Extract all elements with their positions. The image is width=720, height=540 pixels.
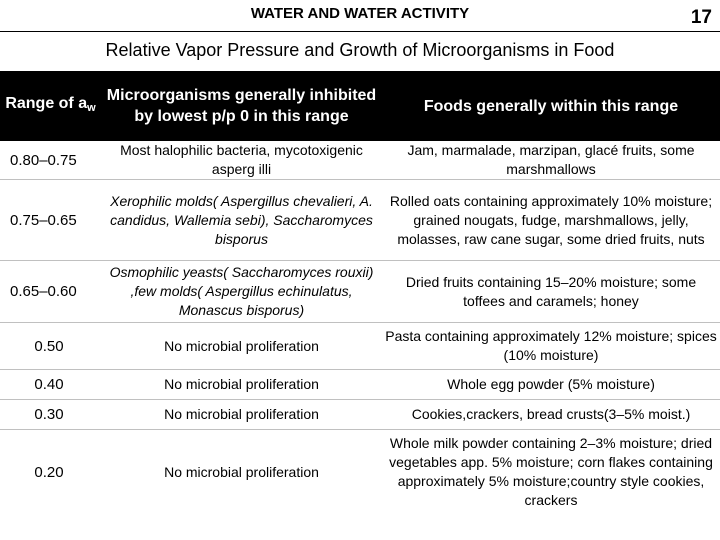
organisms-cell: No microbial proliferation bbox=[101, 370, 382, 400]
organisms-cell: No microbial proliferation bbox=[101, 323, 382, 370]
foods-cell: Whole egg powder (5% moisture) bbox=[382, 370, 720, 400]
page-number: 17 bbox=[690, 7, 712, 28]
organisms-cell: No microbial proliferation bbox=[164, 463, 319, 480]
table-header-row bbox=[0, 71, 720, 141]
organisms-cell: Xerophilic molds( Aspergillus chevalieri, A. candidus, Wallemia sebi), Saccharomyces bisporus bbox=[101, 180, 382, 261]
table-row bbox=[0, 180, 720, 261]
header-divider bbox=[0, 31, 720, 32]
range-cell: 0.75–0.65 bbox=[0, 180, 101, 261]
table-row bbox=[0, 430, 720, 515]
table-row bbox=[0, 370, 720, 400]
foods-cell: Cookies,crackers, bread crusts(3–5% moist.) bbox=[382, 400, 720, 430]
foods-cell: Dried fruits containing 15–20% moisture; some toffees and caramels; honey bbox=[382, 261, 720, 323]
table-row bbox=[0, 261, 720, 323]
table-row bbox=[0, 400, 720, 430]
organisms-cell: No microbial proliferation bbox=[101, 400, 382, 430]
table-title: Relative Vapor Pressure and Growth of Microorganisms in Food bbox=[105, 40, 615, 60]
header-range-label: Range of a bbox=[5, 95, 88, 112]
foods-cell: Jam, marmalade, marzipan, glacé fruits, some marshmallows bbox=[382, 141, 720, 180]
header-title: WATER AND WATER ACTIVITY bbox=[250, 5, 470, 22]
range-cell: 0.50 bbox=[0, 323, 101, 370]
range-cell: 0.20 bbox=[34, 463, 64, 481]
header-microorganisms: Microorganisms generally inhibited by lowest p/p 0 in this range bbox=[101, 71, 382, 141]
header-range-subscript: w bbox=[87, 102, 96, 114]
organisms-cell: Most halophilic bacteria, mycotoxigenic asperg illi bbox=[101, 141, 382, 180]
header-range bbox=[0, 71, 101, 141]
header-foods: Foods generally within this range bbox=[382, 71, 720, 141]
range-cell: 0.80–0.75 bbox=[0, 141, 101, 180]
foods-cell: Whole milk powder containing 2–3% moisture; dried vegetables app. 5% moisture; corn flakes containing approximately 5% moisture;country style cookies, crackers bbox=[389, 435, 713, 508]
range-cell: 0.30 bbox=[0, 400, 101, 430]
range-cell: 0.40 bbox=[0, 370, 101, 400]
organisms-cell: Osmophilic yeasts( Saccharomyces rouxii) ,few molds( Aspergillus echinulatus, Monascus bisporus) bbox=[101, 261, 382, 323]
range-cell: 0.65–0.60 bbox=[0, 261, 101, 323]
table-row bbox=[0, 323, 720, 370]
water-activity-table bbox=[0, 71, 720, 514]
table-row bbox=[0, 141, 720, 180]
foods-cell: Rolled oats containing approximately 10% moisture; grained nougats, fudge, marshmallows, jelly, molasses, raw cane sugar, some dried fruits, nuts bbox=[382, 180, 720, 261]
foods-cell: Pasta containing approximately 12% moisture; spices (10% moisture) bbox=[382, 323, 720, 370]
